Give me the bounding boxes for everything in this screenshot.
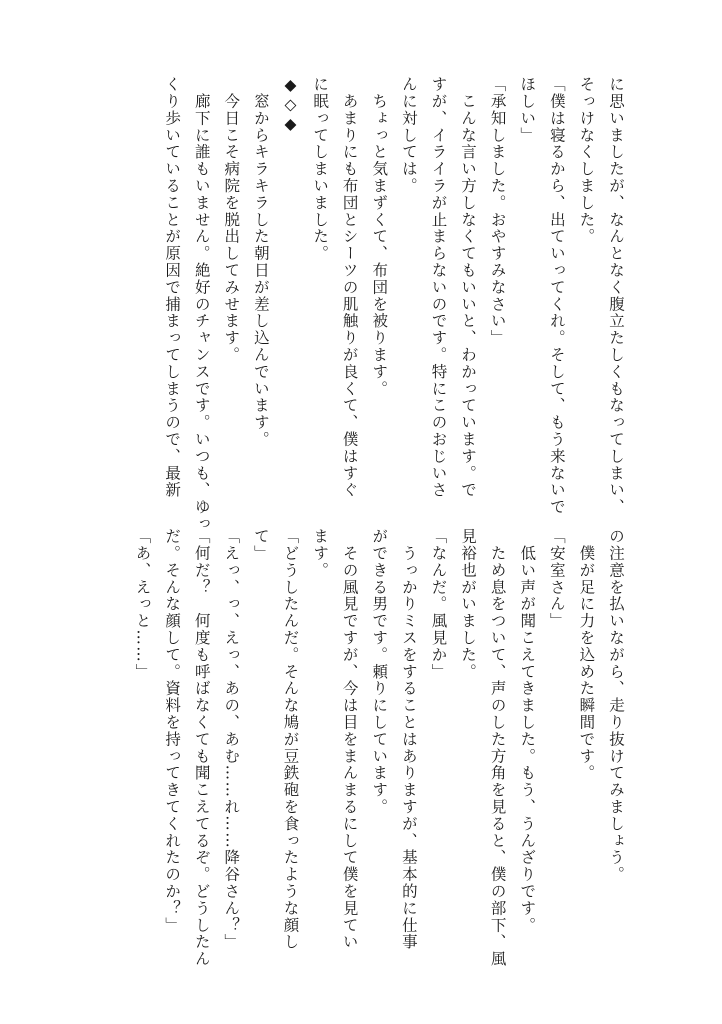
text-line: 「どうしたんだ。そんな鳩が豆鉄砲を食ったような顔し: [281, 528, 300, 951]
text-line: 「あ、えっと……」: [133, 528, 152, 681]
text-line: 窓からキラキラした朝日が差し込んでいます。: [251, 76, 270, 448]
text-block-bottom: [110, 528, 630, 968]
text-line: ため息をついて、声のした方角を見ると、僕の部下、風: [488, 528, 507, 968]
text-line: その風見ですが、今は目をまんまるにして僕を見てい: [340, 528, 359, 951]
text-line: て」: [251, 528, 270, 562]
text-line: 「何だ？ 何度も呼ばなくても聞こえてるぞ。どうしたん: [192, 528, 211, 968]
text-line: の注意を払いながら、走り抜けてみましょう。: [607, 528, 625, 883]
text-line: 「承知しました。おやすみなさい」: [488, 76, 507, 347]
text-line: 低い声が聞こえてきました。もう、うんざりです。: [518, 528, 537, 934]
text-line: 「えっ、っ、えっ、あの、あむ……れ……降谷さん？」: [222, 528, 241, 951]
text-line: に眠ってしまいました。: [311, 76, 330, 262]
text-line: そっけなくしました。: [577, 76, 596, 245]
text-line: すが、イライラが止まらないのです。特にこのおじいさ: [429, 76, 448, 499]
text-line: くり歩いていることが原因で捕まってしまうので、最新: [163, 76, 182, 499]
text-block-top: [110, 76, 630, 533]
text-line: 僕が足に力を込めた瞬間です。: [577, 528, 596, 782]
text-line: こんな言い方しなくてもいいと、わかっています。で: [459, 76, 478, 499]
text-line: ほしい」: [518, 76, 537, 144]
text-line: ができる男です。頼りにしています。: [370, 528, 389, 816]
text-line: うっかりミスをすることはありますが、基本的に仕事: [399, 528, 418, 951]
text-line: んに対しては。: [399, 76, 418, 195]
text-line: 「安室さん」: [547, 528, 566, 630]
text-line: 「僕は寝るから、出ていってくれ。そして、もう来ないで: [547, 76, 566, 516]
text-line: 見裕也がいました。: [459, 528, 478, 681]
text-line: あまりにも布団とシーツの肌触りが良くて、僕はすぐ: [340, 76, 359, 499]
text-line: ます。: [311, 528, 330, 579]
scene-break-ornament: ◆◇◆: [281, 76, 300, 135]
text-line: 廊下に誰もいません。絶好のチャンスです。いつも、ゆっ: [192, 76, 211, 533]
text-line: 「なんだ。風見か」: [429, 528, 448, 681]
text-line: 今日こそ病院を脱出してみせます。: [222, 76, 241, 364]
text-line: ちょっと気まずくて、布団を被ります。: [370, 76, 389, 398]
text-line: だ。そんな顔して。資料を持ってきてくれたのか？」: [163, 528, 182, 934]
text-line: に思いましたが、なんとなく腹立たしくもなってしまい、: [607, 76, 625, 516]
